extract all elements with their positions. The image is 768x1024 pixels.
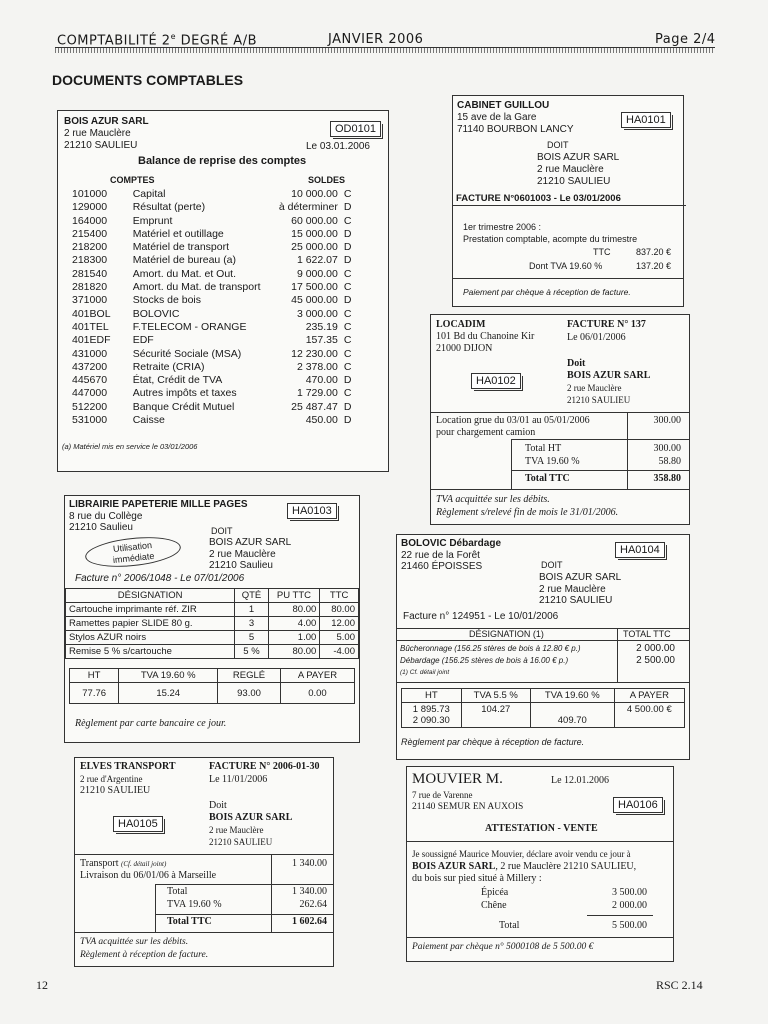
account-label: Matériel de transport — [132, 241, 230, 254]
table-row — [66, 631, 359, 645]
account-label: F.TELECOM - ORANGE — [132, 320, 247, 333]
ha0102-tva: 58.80 — [658, 456, 681, 467]
account-label: EDF — [132, 334, 154, 347]
balance-row — [72, 387, 364, 400]
account-number: 218200 — [72, 241, 108, 254]
ha0102-footer2: Règlement s/relevé fin de mois le 31/01/2006. — [436, 507, 619, 518]
ha0104-facture: Facture n° 124951 - Le 10/01/2006 — [403, 611, 559, 622]
table-cell: 5 — [235, 631, 268, 645]
account-number: 281820 — [72, 281, 108, 294]
ha0105-doit: Doit — [209, 800, 227, 811]
ha0106-addr2: 21140 SEMUR EN AUXOIS — [412, 802, 524, 812]
ha0101-tva-label: Dont TVA 19.60 % — [529, 261, 603, 271]
ha0105-desc1-note: (Cf. détail joint) — [121, 860, 167, 868]
ha0103-stamp-line2: immédiate — [112, 550, 155, 566]
ha0105-desc-amount: 1 340.00 — [292, 858, 327, 869]
account-label: Matériel et outillage — [132, 227, 224, 240]
ha0103-client2: 2 rue Mauclère — [209, 548, 276, 560]
table-cell: 80.00 — [320, 603, 359, 617]
account-side: C — [343, 188, 352, 200]
ha0104-tva55: 104.27 — [461, 703, 530, 728]
account-label: Matériel de bureau (a) — [132, 254, 237, 267]
account-label: Emprunt — [132, 214, 173, 227]
account-side: C — [343, 320, 352, 333]
ha0106-title: ATTESTATION - VENTE — [485, 823, 598, 834]
account-label: Banque Crédit Mutuel — [132, 400, 235, 413]
ha0101-addr2: 71140 BOURBON LANCY — [457, 124, 574, 135]
ha0105-footer2: Règlement à réception de facture. — [80, 950, 209, 960]
account-amount: 1 729.00 — [296, 387, 338, 400]
doc-ha0102 — [430, 314, 690, 525]
ha0106-date: Le 12.01.2006 — [551, 775, 610, 786]
ha0104-doit: DOIT — [541, 560, 563, 570]
ha0101-addr1: 15 ave de la Gare — [457, 112, 537, 123]
ha0105-tva: 262.64 — [299, 899, 327, 910]
ha0101-company: CABINET GUILLOU — [457, 100, 550, 111]
ha0106-text3: du bois sur pied situé à Millery : — [412, 873, 542, 884]
balance-row — [72, 281, 364, 294]
od-footnote: (a) Matériel mis en service le 03/01/2006 — [62, 442, 198, 451]
ha0103-client3: 21210 Saulieu — [209, 560, 273, 571]
ha0105-addr2: 21210 SAULIEU — [80, 785, 151, 796]
account-side: D — [343, 414, 352, 427]
doc-od0101 — [57, 110, 389, 472]
ha0101-ttc-label: TTC — [593, 247, 611, 257]
ha0102-date: Le 06/01/2006 — [567, 332, 626, 343]
table-cell: -4.00 — [320, 645, 359, 659]
account-amount: 9 000.00 — [296, 267, 338, 280]
account-amount: 2 378.00 — [296, 360, 338, 373]
ha0104-addr2: 21460 ÉPOISSES — [401, 561, 483, 572]
table-cell: 15.24 — [119, 683, 218, 704]
ha0104-client2: 2 rue Mauclère — [539, 583, 606, 595]
balance-row — [72, 374, 364, 387]
account-amount: 17 500.00 — [291, 281, 338, 294]
ha0101-line2: Prestation comptable, acompte du trimestre — [463, 234, 638, 244]
table-cell: 5.00 — [320, 631, 359, 645]
ha0106-item1: Épicéa — [481, 887, 509, 898]
account-side: C — [343, 267, 352, 280]
account-number: 218300 — [72, 254, 108, 267]
ha0105-facture: FACTURE N° 2006-01-30 — [209, 761, 320, 772]
ha0102-client1: BOIS AZUR SARL — [567, 370, 651, 381]
balance-row — [72, 228, 364, 241]
ha0105-client2: 2 rue Mauclère — [209, 825, 264, 835]
ha0104-row2: Débardage (156.25 stères de bois à 16.00 € p.) — [400, 656, 569, 665]
ha0104-row2-val: 2 500.00 — [636, 655, 675, 666]
column-header: HT — [402, 689, 462, 703]
ha0106-ref: HA0106 — [613, 797, 663, 813]
table-cell: 3 — [235, 617, 268, 631]
account-number: 164000 — [72, 214, 108, 227]
ha0104-footer: Règlement par chèque à réception de facture. — [401, 737, 585, 747]
ha0106-text1: Je soussigné Maurice Mouvier, déclare avoir vendu ce jour à — [412, 849, 631, 859]
ha0103-ref: HA0103 — [287, 503, 337, 519]
ha0101-facture: FACTURE N°0601003 - Le 03/01/2006 — [453, 192, 686, 206]
od-company: BOIS AZUR SARL — [64, 116, 149, 127]
ha0104-apayer: 4 500.00 € — [614, 703, 684, 728]
account-amount: 3 000.00 — [296, 307, 338, 320]
ha0102-addr2: 21000 DIJON — [436, 343, 493, 354]
ha0103-totals-table — [69, 668, 355, 704]
account-amount: 157.35 — [305, 334, 338, 347]
account-amount: 15 000.00 — [291, 227, 338, 240]
ha0101-client1: BOIS AZUR SARL — [537, 152, 620, 163]
ha0102-desc2: pour chargement camion — [436, 427, 536, 438]
account-label: Autres impôts et taxes — [132, 387, 237, 400]
ha0103-company: LIBRAIRIE PAPETERIE MILLE PAGES — [69, 499, 248, 510]
ha0104-row-note: (1) Cf. détail joint — [400, 669, 450, 676]
balance-row — [72, 188, 364, 201]
ha0105-footer1: TVA acquittée sur les débits. — [80, 937, 189, 947]
ha0101-line1: 1er trimestre 2006 : — [463, 222, 542, 232]
account-label: Sécurité Sociale (MSA) — [132, 347, 242, 360]
account-side: C — [343, 360, 352, 373]
table-cell: Stylos AZUR noirs — [66, 631, 235, 645]
ha0104-row1-val: 2 000.00 — [636, 643, 675, 654]
od-col-comptes: COMPTES — [110, 175, 155, 185]
table-cell: 12.00 — [320, 617, 359, 631]
doc-ha0101 — [452, 95, 684, 307]
account-side: D — [343, 400, 352, 413]
balance-row — [72, 254, 364, 267]
balance-row — [72, 361, 364, 374]
table-cell: 93.00 — [218, 683, 281, 704]
ha0106-total: 5 500.00 — [612, 920, 647, 931]
account-number: 437200 — [72, 360, 108, 373]
account-label: Amort. du Mat. et Out. — [132, 267, 237, 280]
balance-row — [72, 334, 364, 347]
ha0102-tva-label: TVA 19.60 % — [525, 456, 580, 467]
ha0102-ttc: 358.80 — [653, 473, 681, 484]
account-side: C — [343, 307, 352, 320]
balance-row — [72, 348, 364, 361]
ha0106-item2-val: 2 000.00 — [612, 900, 647, 911]
balance-row — [72, 215, 364, 228]
account-label: Capital — [132, 188, 166, 200]
account-amount: 12 230.00 — [291, 347, 338, 360]
ha0103-footer: Règlement par carte bancaire ce jour. — [75, 718, 227, 729]
table-cell: 4.00 — [268, 617, 320, 631]
doc-ha0103 — [64, 495, 360, 743]
ha0106-text2a: BOIS AZUR SARL — [412, 860, 496, 872]
column-header: TTC — [320, 589, 359, 603]
account-number: 215400 — [72, 227, 108, 240]
ha0105-total: 1 340.00 — [292, 886, 327, 897]
account-label: BOLOVIC — [132, 307, 180, 320]
ha0105-desc1: Transport — [80, 858, 119, 869]
ha0104-addr1: 22 rue de la Forêt — [401, 549, 480, 561]
account-side: D — [343, 241, 352, 254]
balance-row — [72, 321, 364, 334]
table-row — [66, 645, 359, 659]
ha0101-tva-value: 137.20 € — [635, 261, 671, 271]
ha0104-ref: HA0104 — [615, 542, 665, 558]
balance-row — [72, 401, 364, 414]
table-cell: 77.76 — [70, 683, 119, 704]
ha0102-facture: FACTURE N° 137 — [567, 319, 646, 330]
ha0106-name: MOUVIER M. — [412, 771, 503, 787]
ha0104-client1: BOIS AZUR SARL — [539, 572, 622, 583]
ha0105-company: ELVES TRANSPORT — [80, 761, 176, 772]
ha0103-addr1: 8 rue du Collège — [69, 510, 143, 522]
section-title: DOCUMENTS COMPTABLES — [52, 72, 244, 88]
ha0106-total-label: Total — [499, 920, 520, 931]
account-label: Amort. du Mat. de transport — [132, 281, 261, 294]
account-amount: 60 000.00 — [291, 214, 338, 227]
account-side: C — [343, 347, 352, 360]
ha0105-ref: HA0105 — [113, 816, 163, 832]
od-title: Balance de reprise des comptes — [138, 155, 307, 167]
table-cell: 5 % — [235, 645, 268, 659]
od-date: Le 03.01.2006 — [306, 141, 370, 152]
account-label: Stocks de bois — [132, 294, 202, 307]
account-number: 512200 — [72, 400, 108, 413]
balance-row — [72, 241, 364, 254]
account-amount: 25 487.47 — [291, 400, 338, 413]
header-hatch — [55, 48, 715, 53]
balance-row — [72, 414, 364, 427]
ha0101-client2: 2 rue Mauclère — [537, 164, 604, 175]
header-page: Page 2/4 — [655, 32, 716, 47]
ha0101-client3: 21210 SAULIEU — [537, 176, 611, 187]
ha0102-ht-label: Total HT — [525, 443, 562, 454]
table-cell: 80.00 — [268, 645, 320, 659]
column-header: HT — [70, 669, 119, 683]
ha0102-addr1: 101 Bd du Chanoine Kir — [436, 331, 535, 342]
account-side: D — [343, 374, 352, 387]
ha0102-desc1: Location grue du 03/01 au 05/01/2006 — [436, 415, 590, 426]
od-col-soldes: SOLDES — [308, 175, 346, 185]
column-header: TVA 19.60 % — [119, 669, 218, 683]
account-number: 129000 — [72, 201, 108, 214]
ha0101-footer: Paiement par chèque à réception de facture. — [463, 287, 631, 297]
footer-ref: RSC 2.14 — [656, 978, 703, 992]
ha0104-row1: Bûcheronnage (156.25 stères de bois à 12.80 € p.) — [400, 644, 581, 653]
ha0103-stamp-line1: Utilisation — [112, 540, 153, 555]
ha0106-item1-val: 3 500.00 — [612, 887, 647, 898]
account-label: Résultat (perte) — [132, 201, 206, 214]
account-amount: 1 622.07 — [296, 254, 338, 267]
account-number: 101000 — [72, 188, 108, 200]
column-header: REGLÉ — [218, 669, 281, 683]
account-side: D — [343, 201, 352, 214]
account-label: État, Crédit de TVA — [132, 374, 223, 387]
account-number: 447000 — [72, 387, 108, 400]
ha0103-client1: BOIS AZUR SARL — [209, 537, 292, 548]
account-number: 445670 — [72, 374, 108, 387]
ha0106-item2: Chêne — [481, 900, 507, 911]
ha0105-date: Le 11/01/2006 — [209, 774, 268, 785]
ha0102-doit: Doit — [567, 358, 586, 369]
balance-row — [72, 268, 364, 281]
account-label: Retraite (CRIA) — [132, 360, 205, 373]
header-left: COMPTABILITÉ 2e DEGRÉ A/B — [57, 32, 258, 49]
account-side: C — [343, 214, 352, 227]
column-header: DÉSIGNATION — [66, 589, 235, 603]
ha0103-lines-table — [65, 588, 359, 659]
account-number: 371000 — [72, 294, 108, 307]
ha0105-total-label: Total — [167, 886, 188, 897]
ha0104-ht2: 2 090.30 — [412, 715, 450, 726]
ha0104-tva196: 409.70 — [530, 703, 614, 728]
ha0102-ref: HA0102 — [471, 373, 521, 389]
account-side: C — [343, 387, 352, 400]
account-amount: 10 000.00 — [291, 188, 338, 200]
table-cell: Ramettes papier SLIDE 80 g. — [66, 617, 235, 631]
table-cell: 80.00 — [268, 603, 320, 617]
ha0105-client1: BOIS AZUR SARL — [209, 812, 293, 823]
ha0102-client3: 21210 SAULIEU — [567, 395, 631, 405]
column-header: PU TTC — [268, 589, 320, 603]
table-cell: 0.00 — [280, 683, 354, 704]
account-amount: 235.19 — [305, 320, 338, 333]
ha0104-totals-table — [401, 688, 685, 728]
account-amount: 470.00 — [305, 374, 338, 387]
table-cell: Cartouche imprimante réf. ZIR — [66, 603, 235, 617]
column-header: TVA 19.60 % — [530, 689, 614, 703]
doc-ha0104 — [396, 534, 690, 760]
ha0102-ttc-label: Total TTC — [525, 473, 570, 484]
footer-page-number: 12 — [36, 978, 48, 992]
account-amount: 25 000.00 — [291, 241, 338, 254]
balance-row — [72, 294, 364, 307]
od-addr2: 21210 SAULIEU — [64, 140, 138, 151]
table-cell: Remise 5 % s/cartouche — [66, 645, 235, 659]
column-header: TVA 5.5 % — [461, 689, 530, 703]
column-header: A PAYER — [614, 689, 684, 703]
account-side: C — [343, 334, 352, 347]
account-number: 531000 — [72, 414, 108, 427]
ha0104-client3: 21210 SAULIEU — [539, 595, 613, 606]
account-amount: 45 000.00 — [291, 294, 338, 307]
account-amount: à déterminer — [278, 201, 338, 214]
account-side: D — [343, 227, 352, 240]
account-side: D — [343, 294, 352, 307]
od-ref: OD0101 — [330, 121, 381, 137]
ha0104-company: BOLOVIC Débardage — [401, 538, 502, 549]
header-center: JANVIER 2006 — [328, 32, 424, 47]
doc-ha0106 — [406, 766, 674, 962]
ha0103-stamp — [84, 533, 182, 571]
account-side: C — [343, 281, 352, 294]
doc-ha0105 — [74, 757, 334, 967]
ha0102-desc-amount: 300.00 — [653, 415, 681, 426]
ha0106-addr1: 7 rue de Varenne — [412, 790, 473, 800]
balance-row — [72, 308, 364, 321]
account-amount: 450.00 — [305, 414, 338, 427]
account-number: 281540 — [72, 267, 108, 280]
ha0103-doit: DOIT — [211, 526, 233, 536]
account-number: 401TEL — [72, 320, 109, 333]
ha0102-ht: 300.00 — [653, 443, 681, 454]
ha0102-footer1: TVA acquittée sur les débits. — [436, 494, 550, 505]
table-cell: 1 — [235, 603, 268, 617]
column-header: A PAYER — [280, 669, 354, 683]
account-number: 401EDF — [72, 334, 111, 347]
account-number: 431000 — [72, 347, 108, 360]
ha0105-ttc-label: Total TTC — [167, 916, 212, 927]
table-cell: 1.00 — [268, 631, 320, 645]
ha0104-col-desig: DÉSIGNATION (1) — [469, 629, 544, 639]
ha0105-client3: 21210 SAULIEU — [209, 837, 273, 847]
od-addr1: 2 rue Mauclère — [64, 128, 131, 139]
ha0101-ttc-value: 837.20 € — [635, 247, 671, 257]
table-row — [66, 603, 359, 617]
ha0104-col-total: TOTAL TTC — [623, 629, 671, 639]
ha0104-ht1: 1 895.73 — [412, 704, 450, 715]
account-side: D — [343, 254, 352, 267]
account-label: Caisse — [132, 414, 165, 427]
column-header: QTÉ — [235, 589, 268, 603]
ha0106-text2b: , 2 rue Mauclère 21210 SAULIEU, — [495, 860, 637, 872]
ha0102-client2: 2 rue Mauclère — [567, 383, 622, 393]
account-number: 401BOL — [72, 307, 111, 320]
od-balance-table — [72, 188, 364, 427]
ha0101-ref: HA0101 — [621, 112, 671, 128]
ha0106-footer: Paiement par chèque n° 5000108 de 5 500.00 € — [412, 942, 594, 952]
balance-row — [72, 201, 364, 214]
ha0101-doit: DOIT — [547, 140, 569, 150]
ha0103-addr2: 21210 Saulieu — [69, 522, 133, 533]
ha0105-ttc: 1 602.64 — [292, 916, 327, 927]
ha0103-facture: Facture n° 2006/1048 - Le 07/01/2006 — [75, 573, 245, 584]
ha0105-tva-label: TVA 19.60 % — [167, 899, 222, 910]
table-row — [66, 617, 359, 631]
ha0102-company: LOCADIM — [436, 319, 486, 330]
ha0105-desc2: Livraison du 06/01/06 à Marseille — [80, 870, 217, 881]
ha0105-addr1: 2 rue d'Argentine — [80, 774, 143, 784]
